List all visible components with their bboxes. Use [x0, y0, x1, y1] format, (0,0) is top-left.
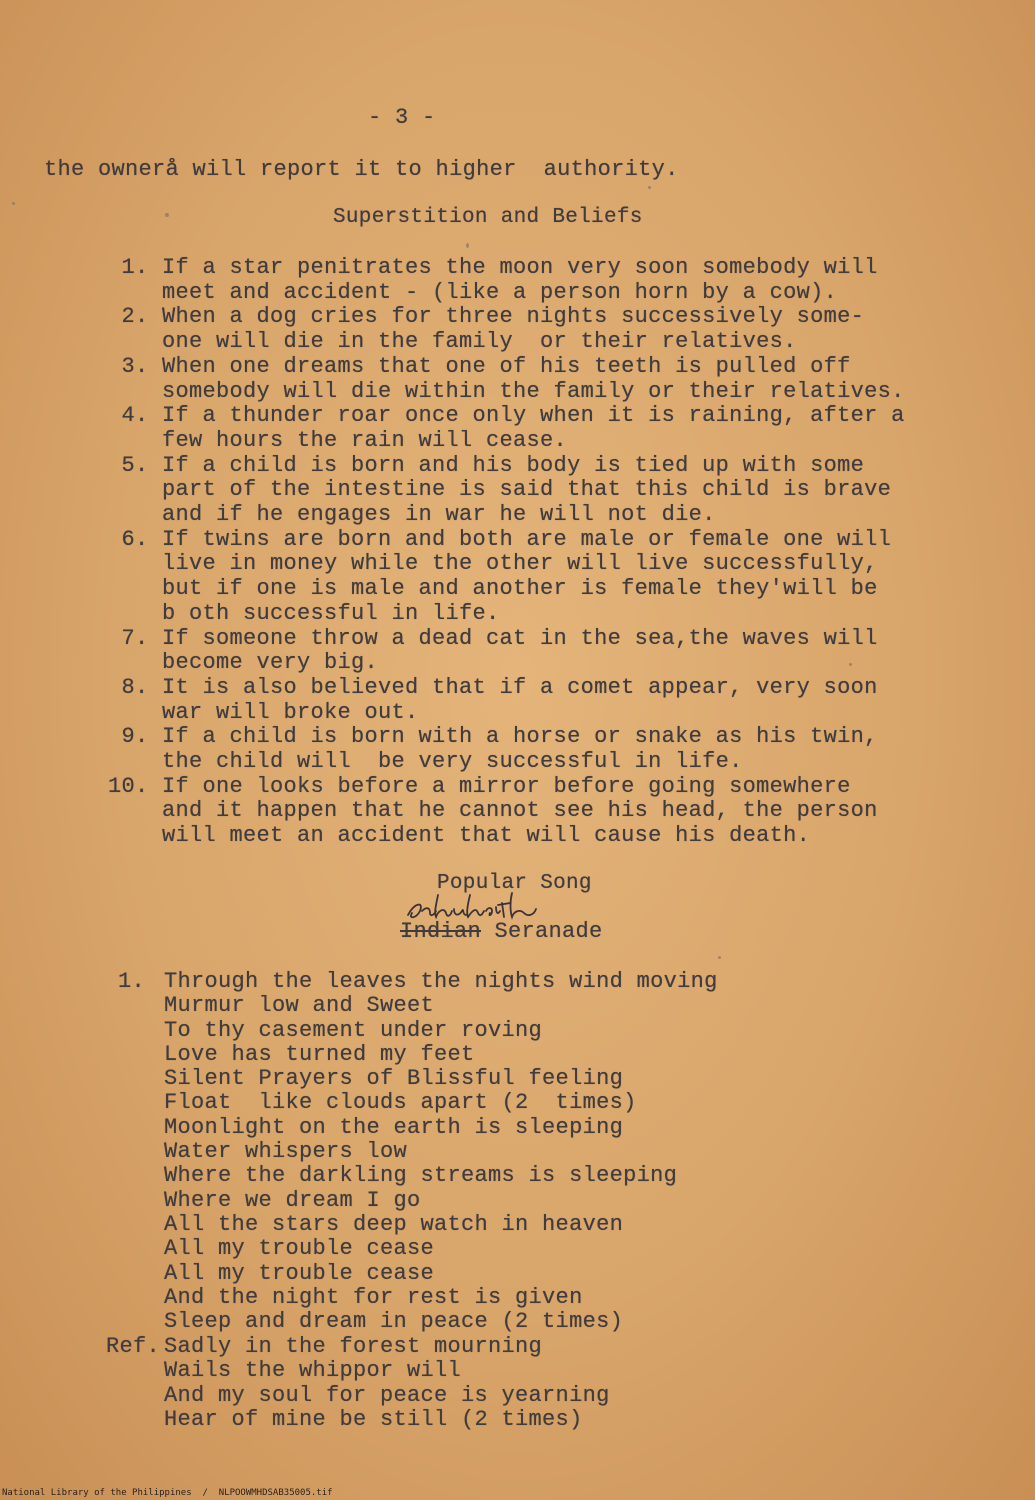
verse-line: Float like clouds apart (2 times)	[164, 1090, 637, 1116]
item-line: If one looks before a mirror before going somewhere	[162, 773, 851, 799]
verse-line: Murmur low and Sweet	[164, 993, 435, 1019]
verse-line: All my trouble cease	[164, 1236, 435, 1262]
struck-word: Indian	[400, 919, 482, 944]
superstition-item	[106, 528, 905, 627]
item-line: somebody will die within the family or their relatives.	[162, 378, 905, 404]
refrain-line: Wails the whippor will	[164, 1358, 462, 1384]
item-line: live in money while the other will live successfully,	[162, 551, 878, 577]
refrain-label: Ref.	[106, 1334, 161, 1359]
item-text	[162, 627, 878, 676]
item-line: meet and accident - (like a person horn by a cow).	[162, 279, 838, 305]
superstition-item	[106, 355, 905, 404]
superstition-item	[106, 454, 905, 528]
item-line: If a child is born and his body is tied up with some	[162, 452, 865, 478]
verse-line: Moonlight on the earth is sleeping	[164, 1114, 624, 1140]
superstition-item	[106, 676, 905, 725]
footer-filename: NLPOOWMHDSAB35005.tif	[218, 1488, 333, 1498]
item-text	[162, 775, 878, 849]
opening-line: the ownerå will report it to higher authority.	[44, 157, 679, 182]
item-text	[162, 404, 905, 453]
item-line: but if one is male and another is female they'will be	[162, 576, 878, 602]
verse-line: Silent Prayers of Blissful feeling	[164, 1066, 624, 1092]
superstition-list	[106, 256, 905, 849]
item-line: It is also believed that if a comet appear, very soon	[162, 674, 878, 700]
item-line: If a thunder roar once only when it is raining, after a	[162, 403, 905, 429]
item-line: If a star penitrates the moon very soon somebody will	[162, 255, 878, 280]
superstition-heading: Superstition and Beliefs	[333, 206, 643, 229]
verse-line: All the stars deep watch in heaven	[164, 1211, 624, 1237]
paper-speck	[12, 202, 15, 205]
verse-line: Where we dream I go	[164, 1187, 421, 1213]
paper-speck	[466, 243, 469, 248]
verse-line: And the night for rest is given	[164, 1284, 583, 1310]
item-number: 10.	[107, 773, 162, 799]
item-number: 8.	[121, 674, 162, 700]
superstition-item	[106, 404, 905, 453]
verse-line: Water whispers low	[164, 1139, 408, 1165]
paper-speck	[718, 956, 721, 959]
refrain-line: Hear of mine be still (2 times)	[164, 1406, 583, 1432]
song-refrain	[164, 1335, 610, 1432]
item-text	[162, 454, 891, 528]
item-line: When one dreams that one of his teeth is pulled off	[162, 353, 851, 379]
item-number: 5.	[121, 452, 162, 478]
verse-line: Love has turned my feet	[164, 1041, 475, 1067]
item-line: one will die in the family or their relatives.	[162, 329, 797, 355]
verse-line: All my trouble cease	[164, 1260, 435, 1286]
item-text	[162, 528, 891, 627]
item-number: 1.	[121, 255, 162, 280]
item-number: 6.	[121, 526, 162, 552]
superstition-item	[106, 627, 905, 676]
verse-line: Through the leaves the nights wind moving	[164, 969, 718, 994]
song-title-word: Seranade	[494, 919, 603, 944]
song-heading: Popular Song	[437, 872, 592, 895]
song-verse-number: 1.	[118, 969, 146, 994]
paper-speck	[849, 663, 852, 666]
item-line: If twins are born and both are male or female one will	[162, 526, 892, 552]
item-line: the child will be very successful in life.	[162, 749, 743, 775]
item-number: 7.	[121, 625, 162, 651]
refrain-line: And my soul for peace is yearning	[164, 1382, 610, 1408]
item-text	[162, 725, 878, 774]
archive-footer: National Library of the Philippines / NLPOOWMHDSAB35005.tif	[2, 1488, 333, 1498]
song-title	[400, 920, 603, 945]
item-number: 2.	[121, 304, 162, 330]
superstition-item	[106, 256, 905, 305]
paper-speck	[648, 186, 651, 189]
item-text	[162, 256, 878, 305]
item-number: 3.	[121, 353, 162, 379]
verse-line: To thy casement under roving	[164, 1017, 543, 1043]
superstition-item	[106, 305, 905, 354]
item-number: 4.	[121, 403, 162, 429]
item-line: If someone throw a dead cat in the sea,the waves will	[162, 625, 878, 651]
item-text	[162, 676, 878, 725]
footer-source: National Library of the Philippines	[2, 1488, 192, 1498]
item-line: part of the intestine is said that this child is brave	[162, 477, 892, 503]
verse-line: Where the darkling streams is sleeping	[164, 1163, 678, 1189]
refrain-line: Sadly in the forest mourning	[164, 1334, 543, 1359]
item-text	[162, 355, 905, 404]
item-line: war will broke out.	[162, 699, 419, 725]
superstition-item	[106, 775, 905, 849]
item-text	[162, 305, 864, 354]
item-line: become very big.	[162, 650, 379, 676]
item-line: If a child is born with a horse or snake as his twin,	[162, 724, 878, 750]
item-line: When a dog cries for three nights successively some-	[162, 304, 865, 330]
item-line: and it happen that he cannot see his head, the person	[162, 798, 878, 824]
item-line: will meet an accident that will cause his death.	[162, 823, 811, 849]
item-line: and if he engages in war he will not die.	[162, 502, 716, 528]
song-verse	[164, 970, 718, 1334]
item-line: few hours the rain will cease.	[162, 427, 568, 453]
page-number: - 3 -	[368, 105, 436, 130]
verse-line: Sleep and dream in peace (2 times)	[164, 1309, 624, 1335]
paper-speck	[165, 213, 169, 217]
superstition-item	[106, 725, 905, 774]
item-line: b oth successful in life.	[162, 600, 500, 626]
item-number: 9.	[121, 724, 162, 750]
